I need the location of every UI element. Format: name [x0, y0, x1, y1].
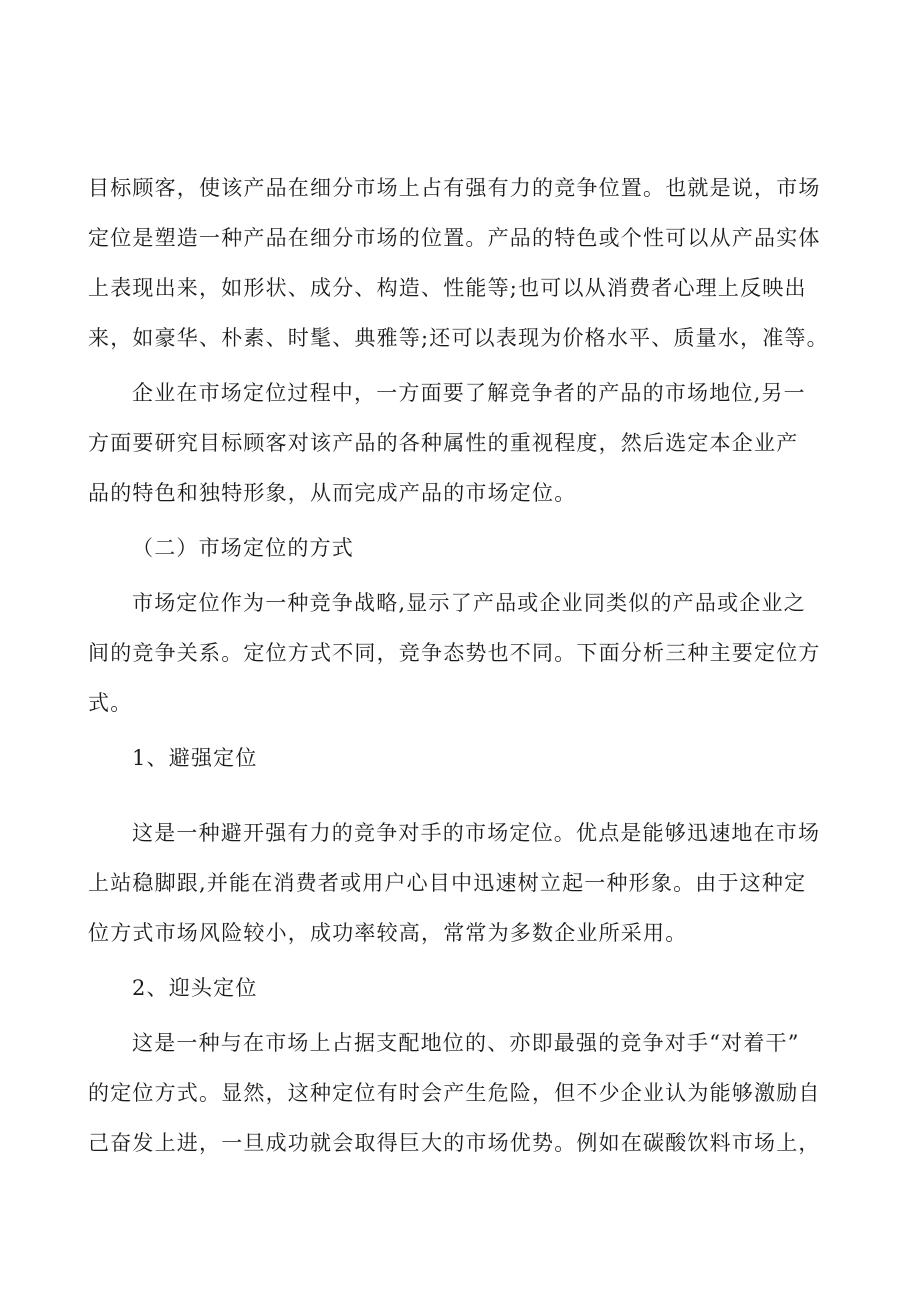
paragraph-line: 位方式市场风险较小，成功率较高，常常为多数企业所采用。: [88, 921, 688, 945]
paragraph-line: 上表现出来，如形状、成分、构造、性能等;也可以从消费者心理上反映出: [88, 276, 807, 300]
paragraph-line: 式。: [88, 691, 133, 715]
paragraph-line: 定位是塑造一种产品在细分市场的位置。产品的特色或个性可以从产品实体: [88, 226, 821, 250]
paragraph-line: 己奋发上进，一旦成功就会取得巨大的市场优势。例如在碳酸饮料市场上，: [88, 1131, 821, 1155]
paragraph-line: 这是一种避开强有力的竞争对手的市场定位。优点是能够迅速地在市场: [132, 821, 821, 845]
paragraph-line: 来，如豪华、朴素、时髦、典雅等;还可以表现为价格水平、质量水，准等。: [88, 326, 829, 350]
paragraph-line: 企业在市场定位过程中，一方面要了解竞争者的产品的市场地位,另一: [132, 381, 806, 405]
paragraph-line: 目标顾客，使该产品在细分市场上占有强有力的竞争位置。也就是说，市场: [88, 176, 821, 200]
subheading-head-on: 2、迎头定位: [132, 976, 258, 1000]
paragraph-line: 间的竞争关系。定位方式不同，竞争态势也不同。下面分析三种主要定位方: [88, 641, 821, 665]
paragraph-line: 的定位方式。显然，这种定位有时会产生危险，但不少企业认为能够激励自: [88, 1081, 821, 1105]
paragraph-line: 方面要研究目标顾客对该产品的各种属性的重视程度，然后选定本企业产: [88, 431, 799, 455]
paragraph-line: 这是一种与在市场上占据支配地位的、亦即最强的竞争对手“对着干”: [132, 1031, 800, 1055]
paragraph-line: 上站稳脚跟,并能在消费者或用户心目中迅速树立起一种形象。由于这种定: [88, 871, 807, 895]
section-heading: （二）市场定位的方式: [132, 536, 354, 560]
paragraph-line: 市场定位作为一种竞争战略,显示了产品或企业同类似的产品或企业之: [132, 591, 806, 615]
subheading-avoid-strong: 1、避强定位: [132, 746, 258, 770]
paragraph-line: 品的特色和独特形象，从而完成产品的市场定位。: [88, 481, 577, 505]
